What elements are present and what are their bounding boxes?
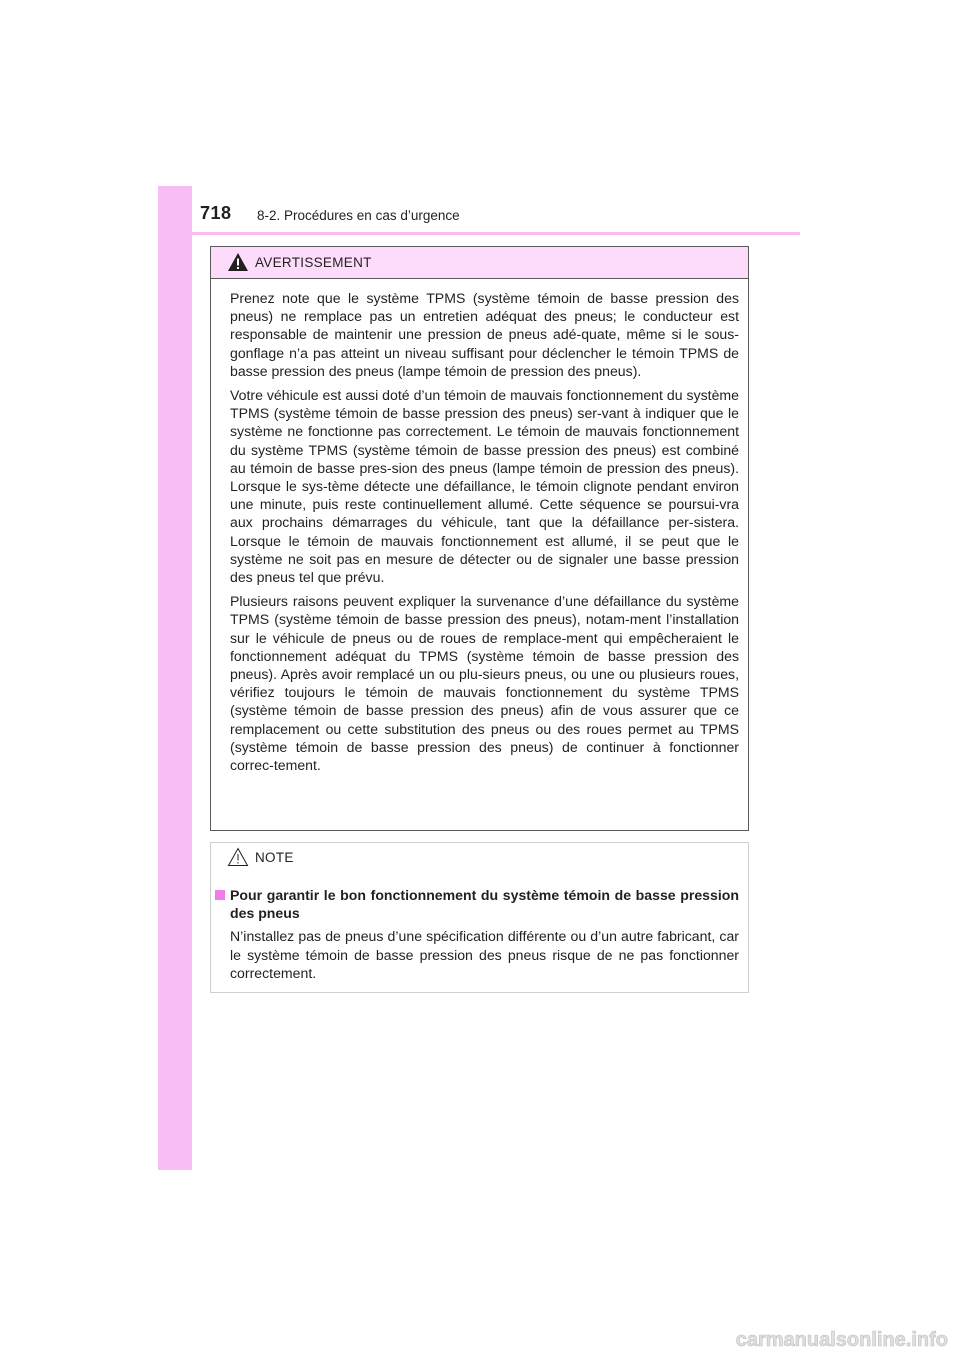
warning-body bbox=[211, 279, 748, 774]
svg-text:carmanualsonline.info: carmanualsonline.info bbox=[735, 1329, 948, 1351]
chapter-side-band bbox=[158, 186, 192, 1170]
warning-triangle-icon bbox=[227, 252, 249, 272]
caution-triangle-icon bbox=[227, 847, 249, 867]
section-title: 8-2. Procédures en cas d’urgence bbox=[257, 208, 460, 223]
note-heading: Pour garantir le bon fonctionnement du système témoin de basse pression des pneus bbox=[230, 887, 739, 922]
note-box bbox=[210, 842, 749, 993]
note-title: NOTE bbox=[255, 850, 294, 865]
square-bullet-icon bbox=[215, 890, 225, 900]
page-number: 718 bbox=[200, 203, 232, 223]
note-header bbox=[211, 843, 748, 873]
warning-paragraph: Plusieurs raisons peuvent expliquer la survenance d’une défaillance du système TPMS (système témoin de basse pression des pneus), notam-ment l’installation sur le véhicule de pneus ou de roues de remplace-ment qui empêcheraient le fonctionnement adéquat du TPMS (système témoin de basse pression des pneus). Après avoir remplacé un ou plu-sieurs pneus, ou une ou plusieurs roues, vérifiez toujours le témoin de mauvais fonctionnement du système TPMS (système témoin de basse pression des pneus) afin de vous assurer que ce remplacement ou cette substitution des pneus ou des roues permet au TPMS (système témoin de basse pression des pneus) de continuer à fonctionner correc-tement. bbox=[230, 593, 739, 774]
warning-title: AVERTISSEMENT bbox=[255, 255, 372, 270]
warning-header bbox=[211, 247, 748, 279]
note-body bbox=[211, 873, 748, 982]
note-paragraph: N’installez pas de pneus d’une spécification différente ou d’un autre fabricant, car le système témoin de basse pression des pneus risque de ne pas fonctionner correctement. bbox=[230, 928, 739, 981]
header-rule bbox=[158, 232, 800, 235]
watermark-logo bbox=[718, 1326, 948, 1354]
warning-paragraph: Prenez note que le système TPMS (système témoin de basse pression des pneus) ne remplace pas un entretien adéquat des pneus; le conducteur est responsable de maintenir une pression de pneus adé-quate, même si le sous-gonflage n’a pas atteint un niveau suffisant pour déclencher le témoin TPMS de basse pression des pneus (lampe témoin de pression des pneus). bbox=[230, 290, 739, 379]
warning-paragraph: Votre véhicule est aussi doté d’un témoin de mauvais fonctionnement du système TPMS (système témoin de basse pression des pneus) ser-vant à indiquer que le système ne fonctionne pas correctement. Le témoin de mauvais fonctionnement du système TPMS (système témoin de basse pression des pneus) est combiné au témoin de basse pres-sion des pneus (lampe témoin de pression des pneus). Lorsque le sys-tème détecte une défaillance, le témoin clignote pendant environ une minute, puis reste continuellement allumé. Cette séquence se poursui-vra aux prochains démarrages du véhicule, tant que la défaillance per-sistera. Lorsque le témoin de mauvais fonctionnement est allumé, il se peut que le système ne soit pas en mesure de détecter ou de signaler une basse pression des pneus tel que prévu. bbox=[230, 387, 739, 586]
note-heading-row bbox=[215, 886, 739, 922]
warning-box bbox=[210, 246, 749, 831]
